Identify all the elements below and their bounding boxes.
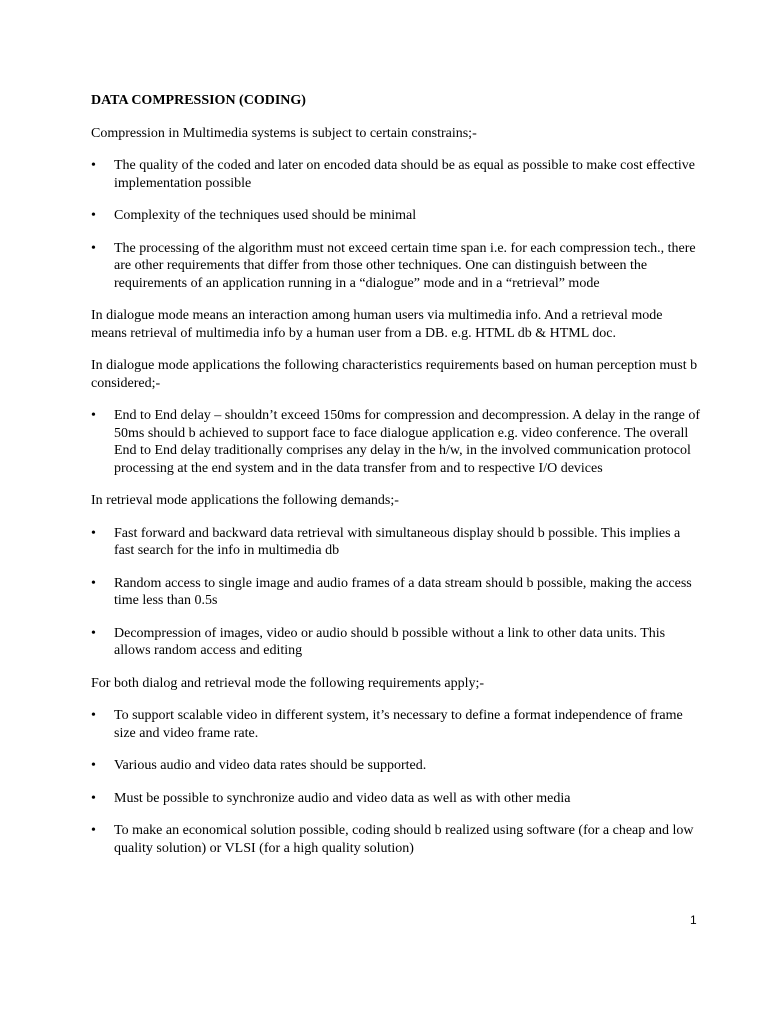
list-item	[91, 757, 701, 775]
document-body	[91, 92, 701, 872]
list-item-text: Fast forward and backward data retrieval with simultaneous display should b possible. This implies a fast search for the info in multimedia db	[114, 525, 681, 558]
list-item	[91, 240, 701, 293]
bullet-icon: •	[91, 625, 96, 641]
list-item	[91, 575, 701, 610]
page-number: 1	[690, 913, 697, 927]
bullet-icon: •	[91, 758, 96, 773]
bullet-icon: •	[91, 208, 96, 223]
list-item	[91, 407, 701, 477]
intro-paragraph: Compression in Multimedia systems is subject to certain constrains;-	[91, 125, 477, 141]
bullet-icon: •	[91, 158, 96, 173]
bullet-icon: •	[91, 790, 96, 806]
list-item-text: To make an economical solution possible, coding should b realized using software (for a cheap and low quality solution) or VLSI (for a high quality solution)	[114, 823, 694, 856]
list-item	[91, 207, 701, 225]
list-item	[91, 822, 701, 857]
bullet-icon: •	[91, 408, 96, 423]
dialogue-intro-paragraph: In dialogue mode applications the following characteristics requirements based on human perception must b considered;-	[91, 358, 698, 391]
retrieval-intro-paragraph: In retrieval mode applications the following demands;-	[91, 493, 399, 508]
bullet-icon: •	[91, 525, 96, 541]
list-item	[91, 790, 701, 808]
list-item-text: Random access to single image and audio frames of a data stream should b possible, making the access time less than 0.5s	[114, 575, 692, 608]
document-title: DATA COMPRESSION (CODING)	[91, 93, 306, 108]
list-item-text: Must be possible to synchronize audio and video data as well as with other media	[114, 790, 571, 806]
list-item-text: The processing of the algorithm must not exceed certain time span i.e. for each compression tech., there are other requirements that differ from those other techniques. One can distinguish between the requirements of an application running in a “dialogue” mode and in a “retrieval” mode	[114, 240, 696, 291]
bullet-icon: •	[91, 708, 96, 723]
dialogue-requirements-list	[91, 407, 701, 477]
list-item-text: End to End delay – shouldn’t exceed 150ms for compression and decompression. A delay in the range of 50ms should b achieved to support face to face dialogue application e.g. video conference. The overall End to End delay traditionally comprises any delay in the h/w, in the involved communication protocol processing at the end system and in the data transfer from and to respective I/O devices	[114, 408, 701, 476]
both-modes-intro-paragraph: For both dialog and retrieval mode the following requirements apply;-	[91, 675, 485, 691]
bullet-icon: •	[91, 240, 96, 256]
bullet-icon: •	[91, 575, 96, 591]
both-modes-requirements-list	[91, 707, 701, 857]
bullet-icon: •	[91, 823, 96, 838]
list-item-text: The quality of the coded and later on encoded data should be as equal as possible to make cost effective implementation possible	[114, 158, 695, 191]
constraints-list	[91, 157, 701, 292]
list-item-text: Complexity of the techniques used should be minimal	[114, 208, 417, 223]
list-item	[91, 707, 701, 742]
dialogue-definition-paragraph: In dialogue mode means an interaction among human users via multimedia info. And a retrieval mode means retrieval of multimedia info by a human user from a DB. e.g. HTML db & HTML doc.	[91, 308, 663, 341]
list-item-text: To support scalable video in different system, it’s necessary to define a format independence of frame size and video frame rate.	[114, 708, 683, 741]
list-item-text: Decompression of images, video or audio should b possible without a link to other data units. This allows random access and editing	[114, 625, 666, 658]
list-item	[91, 525, 701, 560]
list-item	[91, 625, 701, 660]
list-item	[91, 157, 701, 192]
retrieval-demands-list	[91, 525, 701, 660]
list-item-text: Various audio and video data rates should be supported.	[114, 758, 427, 773]
